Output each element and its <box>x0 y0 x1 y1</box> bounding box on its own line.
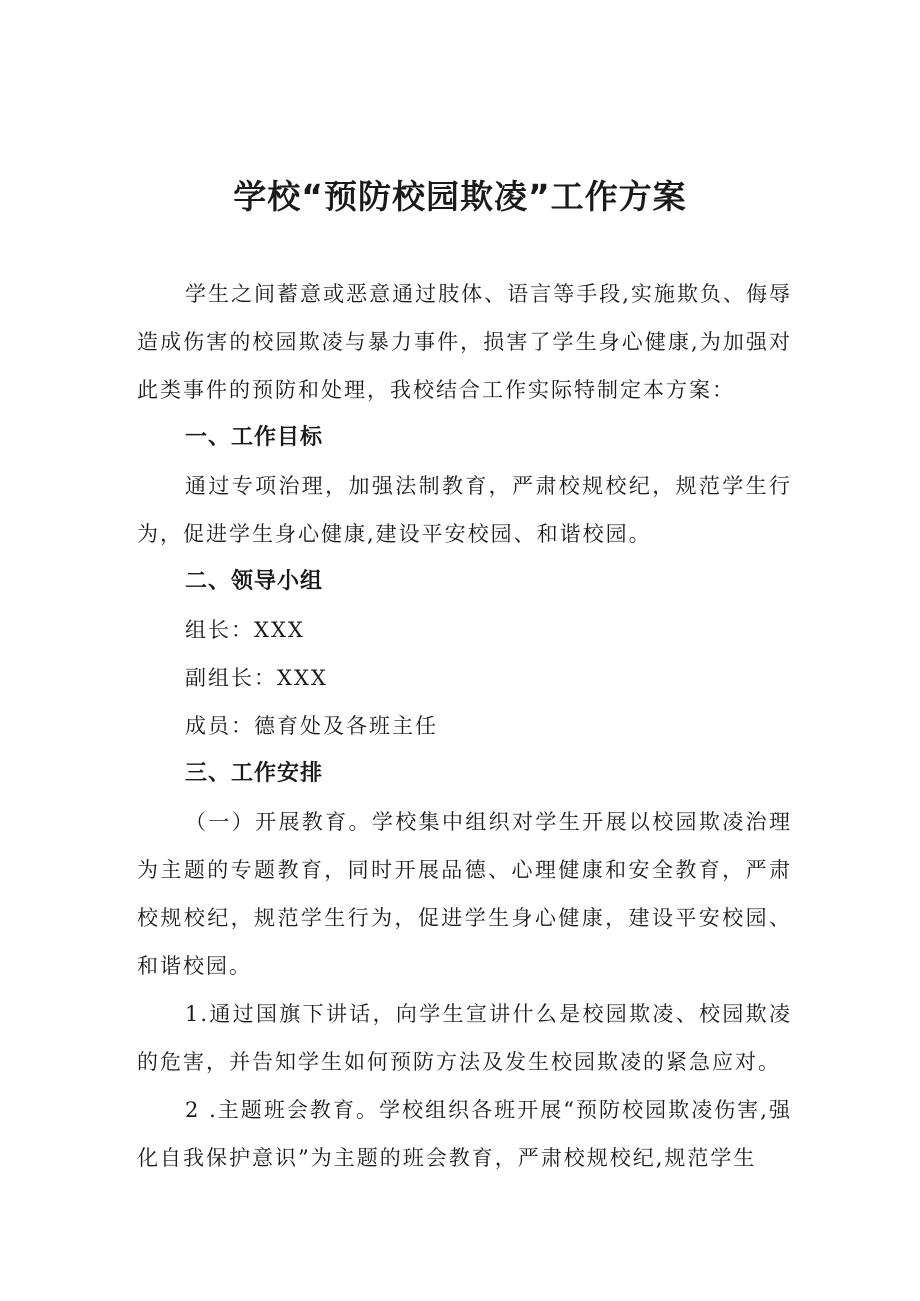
flag-speech-paragraph: 1.通过国旗下讲话，向学生宣讲什么是校园欺凌、校园欺凌的危害，并告知学生如何预防方法及发生校园欺凌的紧急应对。 <box>137 1002 792 1074</box>
section-heading-arrangement: 三、工作安排 <box>185 761 324 786</box>
goals-paragraph: 通过专项治理，加强法制教育，严肃校规校纪，规范学生行为，促进学生身心健康,建设平安校园、和谐校园。 <box>137 474 792 546</box>
members-line: 成员：德育处及各班主任 <box>185 714 438 738</box>
leader-line: 组长：XXX <box>185 618 305 642</box>
intro-paragraph: 学生之间蓄意或恶意通过肢体、语言等手段,实施欺负、侮辱造成伤害的校园欺凌与暴力事件，损害了学生身心健康,为加强对此类事件的预防和处理，我校结合工作实际特制定本方案： <box>137 282 792 402</box>
deputy-leader-line: 副组长：XXX <box>185 666 328 690</box>
class-meeting-paragraph: 2 .主题班会教育。学校组织各班开展“预防校园欺凌伤害,强化自我保护意识”为主题的班会教育，严肃校规校纪,规范学生 <box>137 1098 792 1170</box>
section-heading-goals: 一、工作目标 <box>185 425 324 450</box>
education-paragraph: （一）开展教育。学校集中组织对学生开展以校园欺凌治理为主题的专题教育，同时开展品德、心理健康和安全教育，严肃校规校纪，规范学生行为，促进学生身心健康，建设平安校园、和谐校园。 <box>137 810 792 978</box>
document-body <box>137 270 792 1182</box>
document-title: 学校“预防校园欺凌”工作方案 <box>233 177 687 216</box>
section-heading-leadership: 二、领导小组 <box>185 569 324 594</box>
